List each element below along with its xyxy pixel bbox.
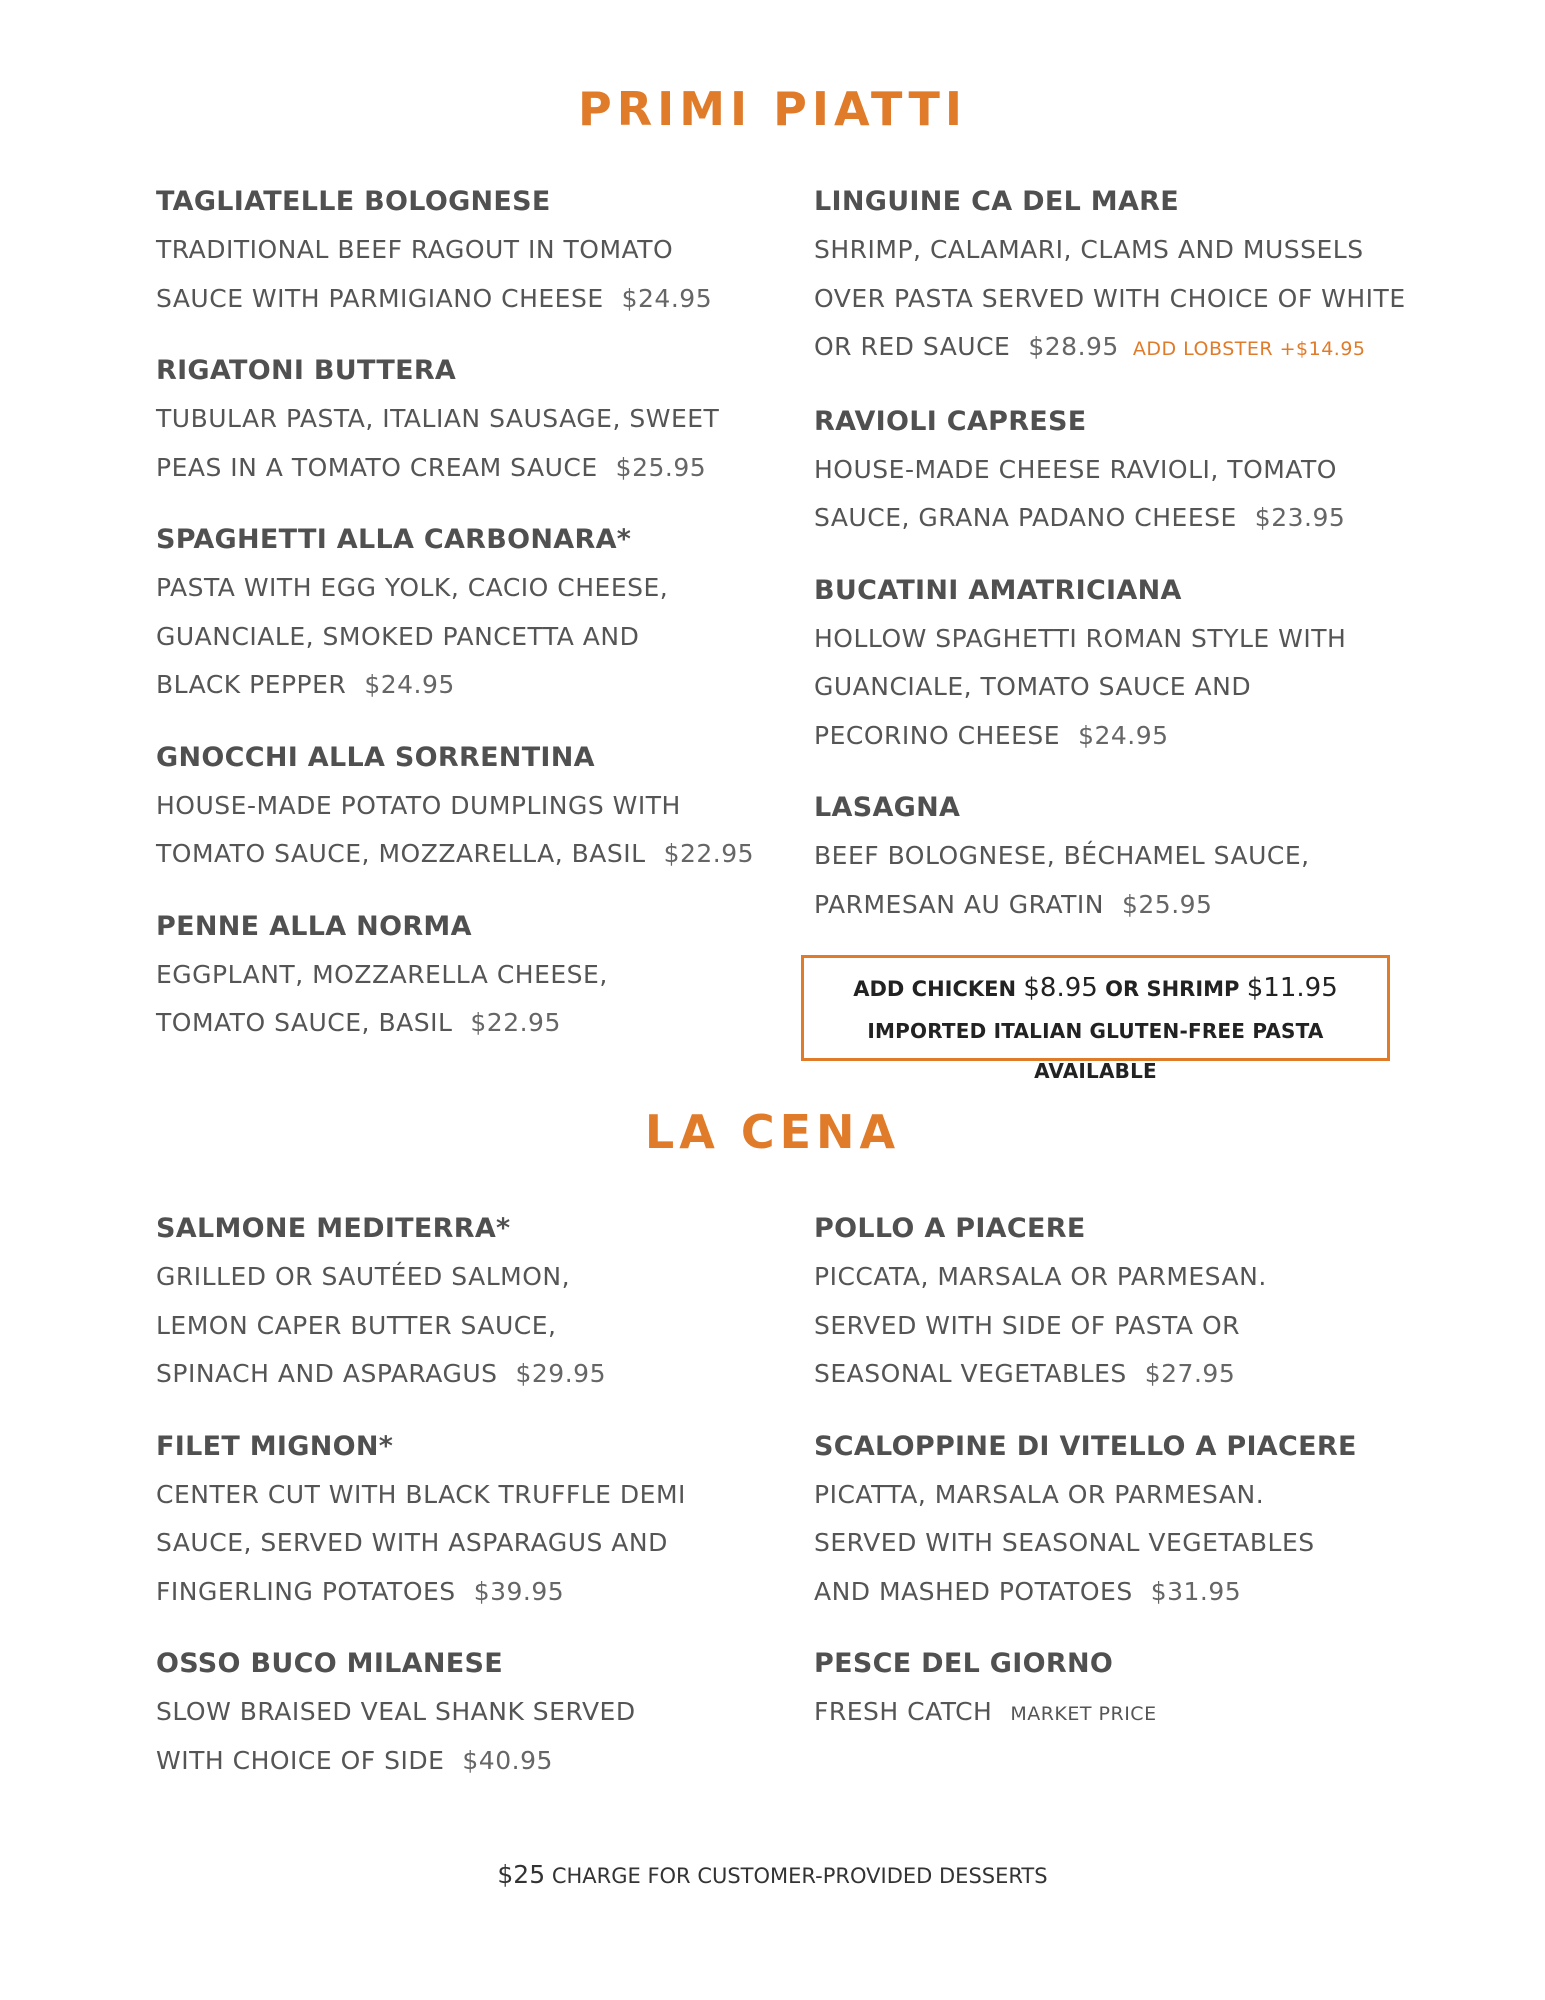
menu-item-description [814, 663, 1404, 712]
menu-item-name: FILET MIGNON* [156, 1430, 394, 1462]
menu-item-description-text: SHRIMP, CALAMARI, CLAMS AND MUSSELS [814, 235, 1364, 264]
menu-item-description [156, 1302, 746, 1351]
menu-item-description-text: FINGERLING POTATOES [156, 1576, 456, 1606]
menu-item-description-text: AND MASHED POTATOES [814, 1576, 1133, 1606]
menu-item [156, 178, 746, 323]
menu-item-description-text: SAUCE, GRANA PADANO CHEESE [814, 503, 1237, 532]
menu-item-price: $29.95 [515, 1359, 606, 1388]
menu-item-description-text: TUBULAR PASTA, ITALIAN SAUSAGE, SWEET [156, 404, 720, 433]
menu-item-price: $23.95 [1254, 503, 1346, 532]
menu-item-description-text: CENTER CUT WITH BLACK TRUFFLE DEMI [156, 1479, 686, 1509]
menu-item-name: RAVIOLI CAPRESE [814, 405, 1087, 437]
menu-item-description-text: HOUSE-MADE POTATO DUMPLINGS WITH [156, 790, 681, 820]
menu-item-description [156, 951, 746, 1000]
menu-item-description-text: TOMATO SAUCE, BASIL [156, 1008, 453, 1037]
menu-item-description-text: SERVED WITH SIDE OF PASTA OR [814, 1310, 1240, 1340]
menu-item-name: POLLO A PIACERE [814, 1213, 1086, 1244]
menu-item-description-text: BLACK PEPPER [156, 670, 347, 699]
menu-item-description [814, 1688, 1404, 1739]
menu-item-description [814, 494, 1404, 543]
menu-item-description-text: GUANCIALE, SMOKED PANCETTA AND [156, 621, 640, 651]
menu-item-description [156, 1253, 746, 1302]
menu-item-description-text: OVER PASTA SERVED WITH CHOICE OF WHITE [814, 283, 1406, 313]
menu-item-description [156, 395, 746, 444]
menu-item-description [814, 226, 1404, 275]
menu-item-description [156, 226, 746, 275]
menu-item-name: PENNE ALLA NORMA [156, 910, 472, 942]
menu-item-description-text: PICCATA, MARSALA OR PARMESAN. [814, 1262, 1267, 1291]
menu-item-description-text: TRADITIONAL BEEF RAGOUT IN TOMATO [156, 235, 674, 264]
menu-item [814, 1205, 1404, 1399]
menu-item-description [156, 1350, 746, 1399]
menu-item-price: $25.95 [1121, 889, 1213, 919]
chicken-price: $8.95 [1023, 973, 1098, 1003]
menu-item-description [156, 1568, 746, 1617]
menu-item-price: $24.95 [621, 283, 713, 313]
menu-item-description [156, 661, 746, 710]
menu-item [156, 734, 755, 879]
menu-item-description-text: TOMATO SAUCE, MOZZARELLA, BASIL [156, 839, 646, 868]
menu-item-description [156, 564, 746, 613]
menu-item-description-text: SAUCE, SERVED WITH ASPARAGUS AND [156, 1528, 668, 1557]
menu-item-addon: ADD LOBSTER +$14.95 [1132, 338, 1366, 360]
menu-item-description [156, 613, 746, 662]
menu-item-description-text: PEAS IN A TOMATO CREAM SAUCE [156, 452, 598, 482]
menu-item-description [814, 832, 1404, 881]
primi-piatti-left-column [156, 178, 755, 1072]
menu-item [156, 347, 746, 492]
menu-item-description [156, 1737, 746, 1786]
add-chicken-label: ADD CHICKEN [853, 977, 1017, 1001]
menu-item-name: BUCATINI AMATRICIANA [814, 574, 1182, 606]
menu-item-description [814, 323, 1404, 374]
menu-item-description-text: FRESH CATCH [814, 1697, 993, 1726]
menu-item-description [156, 999, 746, 1048]
menu-item-description-text: SAUCE WITH PARMIGIANO CHEESE [156, 283, 604, 313]
menu-item-description [156, 782, 746, 831]
menu-item-price: $27.95 [1144, 1359, 1236, 1388]
section-title-la-cena: LA CENA [644, 1105, 901, 1159]
shrimp-price: $11.95 [1246, 973, 1338, 1003]
menu-item-description [814, 1471, 1404, 1520]
menu-item-description [814, 712, 1404, 761]
menu-item-name: SPAGHETTI ALLA CARBONARA* [156, 524, 632, 555]
menu-item-description [814, 881, 1404, 930]
menu-item-description-text: HOUSE-MADE CHEESE RAVIOLI, TOMATO [814, 454, 1337, 484]
menu-item-description-text: GRILLED OR SAUTÉED SALMON, [156, 1262, 571, 1291]
menu-item [156, 516, 746, 710]
menu-item-name: PESCE DEL GIORNO [814, 1648, 1114, 1679]
menu-item-name: OSSO BUCO MILANESE [156, 1648, 503, 1679]
menu-item-description [156, 1688, 746, 1737]
menu-item-description [156, 830, 755, 879]
menu-item-description [814, 1568, 1404, 1617]
section-title-primi-piatti: PRIMI PIATTI [578, 82, 967, 136]
menu-item-description-text: LEMON CAPER BUTTER SAUCE, [156, 1310, 557, 1340]
menu-item-name: SCALOPPINE DI VITELLO A PIACERE [814, 1430, 1357, 1462]
menu-item-description [814, 1253, 1404, 1302]
menu-item-description-text: PASTA WITH EGG YOLK, CACIO CHEESE, [156, 573, 669, 602]
menu-item-description-text: PECORINO CHEESE [814, 720, 1061, 750]
footer-note [0, 1860, 1545, 1889]
addon-protein-line [804, 966, 1387, 1011]
menu-item-description [814, 1519, 1404, 1568]
menu-item-description [156, 275, 746, 324]
or-shrimp-label: OR SHRIMP [1105, 977, 1240, 1001]
menu-item-price: $25.95 [615, 452, 707, 482]
gluten-free-note: IMPORTED ITALIAN GLUTEN-FREE PASTA AVAILABLE [867, 1019, 1324, 1083]
menu-item-name: GNOCCHI ALLA SORRENTINA [156, 741, 595, 773]
menu-item-description-text: GUANCIALE, TOMATO SAUCE AND [814, 672, 1252, 701]
menu-item [814, 1640, 1404, 1739]
menu-item-name: SALMONE MEDITERRA* [156, 1213, 511, 1244]
menu-item [156, 1640, 746, 1785]
menu-item-description [814, 1302, 1404, 1351]
menu-item-description-text: EGGPLANT, MOZZARELLA CHEESE, [156, 959, 608, 989]
menu-item-name: TAGLIATELLE BOLOGNESE [156, 186, 551, 217]
addon-info-box [801, 955, 1390, 1083]
footer-text: CHARGE FOR CUSTOMER-PROVIDED DESSERTS [551, 1864, 1048, 1888]
menu-item-price: $24.95 [364, 670, 455, 699]
menu-item-description-text: SEASONAL VEGETABLES [814, 1359, 1127, 1388]
menu-item-description [814, 615, 1404, 664]
menu-item-price: $40.95 [462, 1745, 553, 1775]
menu-item-name: LASAGNA [814, 792, 961, 823]
menu-item [814, 1423, 1404, 1617]
menu-item-description-text: BEEF BOLOGNESE, BÉCHAMEL SAUCE, [814, 841, 1310, 870]
menu-item-description [814, 1350, 1404, 1399]
footer-amount: $25 [497, 1860, 546, 1889]
menu-item-name: LINGUINE CA DEL MARE [814, 186, 1179, 217]
menu-item-price: $22.95 [470, 1008, 561, 1037]
menu-item-description [156, 444, 746, 493]
menu-item-description-text: SLOW BRAISED VEAL SHANK SERVED [156, 1697, 636, 1726]
menu-item [814, 178, 1404, 374]
menu-item-description [156, 1471, 746, 1520]
menu-item [814, 398, 1404, 543]
menu-item-price: $24.95 [1078, 720, 1169, 750]
menu-item-market-price: MARKET PRICE [1010, 1703, 1157, 1725]
menu-item [814, 784, 1404, 929]
menu-item [156, 1423, 746, 1617]
menu-item-description [814, 275, 1404, 324]
menu-item-description-text: SERVED WITH SEASONAL VEGETABLES [814, 1528, 1315, 1557]
menu-item-description-text: SPINACH AND ASPARAGUS [156, 1359, 498, 1388]
la-cena-left-column [156, 1205, 746, 1809]
menu-item-description-text: OR RED SAUCE [814, 332, 1011, 361]
menu-item-description-text: PARMESAN AU GRATIN [814, 889, 1104, 919]
menu-item-description-text: PICATTA, MARSALA OR PARMESAN. [814, 1479, 1265, 1509]
menu-item [814, 567, 1404, 761]
menu-item-description-text: HOLLOW SPAGHETTI ROMAN STYLE WITH [814, 623, 1347, 653]
menu-item-price: $39.95 [473, 1576, 565, 1606]
primi-piatti-right-column [814, 178, 1404, 953]
menu-item-price: $22.95 [663, 839, 755, 868]
menu-item-description [156, 1519, 746, 1568]
menu-item [156, 1205, 746, 1399]
menu-item [156, 903, 746, 1048]
menu-item-description-text: WITH CHOICE OF SIDE [156, 1745, 445, 1775]
la-cena-right-column [814, 1205, 1404, 1763]
menu-item-price: $28.95 [1028, 332, 1119, 361]
menu-item-price: $31.95 [1150, 1576, 1242, 1606]
menu-item-name: RIGATONI BUTTERA [156, 355, 457, 386]
menu-item-description [814, 446, 1404, 495]
